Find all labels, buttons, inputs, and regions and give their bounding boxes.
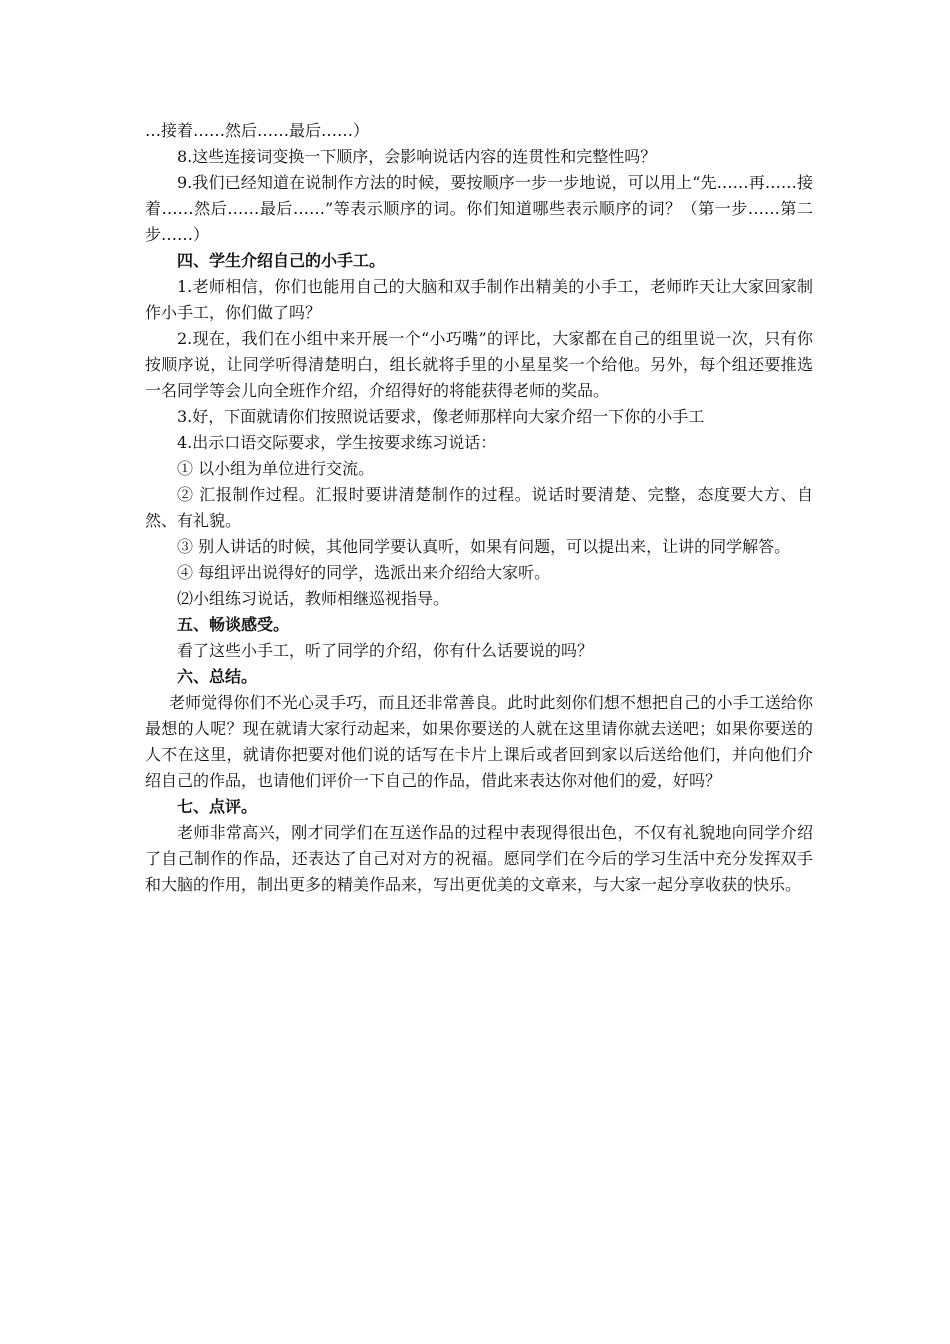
requirement-item-4: ④ 每组评出说得好的同学，选派出来介绍给大家听。 bbox=[177, 563, 551, 582]
paragraph-4-3: 3.好，下面就请你们按照说话要求，像老师那样向大家介绍一下你的小手工 bbox=[177, 407, 705, 426]
paragraph-7: 老师非常高兴，刚才同学们在互送作品的过程中表现得很出色，不仅有礼貌地向同学介绍了自己制作的作品，还表达了自己对对方的祝福。愿同学们在今后的学习生活中充分发挥双手和大脑的作用，制出更多的精美作品来，写出更优美的文章来，与大家一起分享收获的快乐。 bbox=[145, 823, 813, 894]
section-heading-6: 六、总结。 bbox=[177, 667, 258, 686]
paragraph-step-9: 9.我们已经知道在说制作方法的时候，要按顺序一步一步地说，可以用上“先……再……接着……然后……最后……”等表示顺序的词。你们知道哪些表示顺序的词？（第一步……第二步……） bbox=[145, 173, 813, 244]
requirement-item-3: ③ 别人讲话的时候，其他同学要认真听，如果有问题，可以提出来，让讲的同学解答。 bbox=[177, 537, 791, 556]
requirement-item-2: ② 汇报制作过程。汇报时要讲清楚制作的过程。说话时要清楚、完整，态度要大方、自然、有礼貌。 bbox=[145, 485, 813, 530]
paragraph-6: 老师觉得你们不光心灵手巧，而且还非常善良。此时此刻你们想不想把自己的小手工送给你最想的人呢？现在就请大家行动起来，如果你要送的人就在这里请你就去送吧；如果你要送的人不在这里，就请你把要对他们说的话写在卡片上课后或者回到家以后送给他们，并向他们介绍自己的作品，也请他们评价一下自己的作品，借此来表达你对他们的爱，好吗？ bbox=[145, 693, 813, 790]
document-page bbox=[145, 118, 813, 898]
paragraph-4-1: 1.老师相信，你们也能用自己的大脑和双手制作出精美的小手工，老师昨天让大家回家制作小手工，你们做了吗？ bbox=[145, 277, 813, 322]
section-heading-5: 五、畅谈感受。 bbox=[177, 615, 290, 634]
paragraph-4-4: 4.出示口语交际要求，学生按要求练习说话： bbox=[177, 433, 497, 452]
paragraph-5: 看了这些小手工，听了同学的介绍，你有什么话要说的吗？ bbox=[177, 641, 594, 660]
section-heading-4: 四、学生介绍自己的小手工。 bbox=[177, 251, 386, 270]
paragraph-practice: ⑵小组练习说话，教师相继巡视指导。 bbox=[177, 589, 450, 608]
requirement-item-1: ① 以小组为单位进行交流。 bbox=[177, 459, 375, 478]
paragraph-continuation: …接着……然后……最后……） bbox=[145, 121, 370, 140]
section-heading-7: 七、点评。 bbox=[177, 797, 258, 816]
paragraph-step-8: 8.这些连接词变换一下顺序，会影响说话内容的连贯性和完整性吗？ bbox=[177, 147, 657, 166]
paragraph-4-2: 2.现在，我们在小组中来开展一个“小巧嘴”的评比，大家都在自己的组里说一次，只有你按顺序说，让同学听得清楚明白，组长就将手里的小星星奖一个给他。另外，每个组还要推选一名同学等会儿向全班作介绍，介绍得好的将能获得老师的奖品。 bbox=[145, 329, 813, 400]
